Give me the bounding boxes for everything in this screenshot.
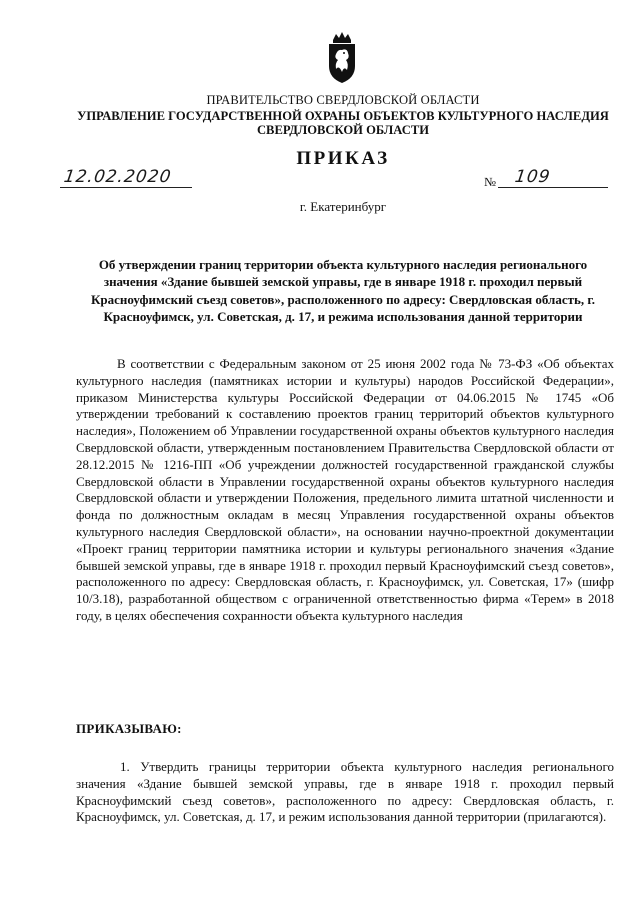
decree-item-1: 1. Утвердить границы территории объекта культурного наследия регионального значения «Здание бывшей земской управы, где в январе 1918 г. проходил первый Красноуфимский съезд советов», расположенного по адресу: Свердловская область, г. Красноуфимск, ул. Советская, д. 17, и режим использования данной территории (прилагаются). [76,759,614,825]
coat-of-arms-icon [322,32,362,84]
department-line-2: СВЕРДЛОВСКОЙ ОБЛАСТИ [256,123,430,137]
government-name: ПРАВИТЕЛЬСТВО СВЕРДЛОВСКОЙ ОБЛАСТИ [206,93,480,107]
department-name [60,109,626,137]
decree-word: ПРИКАЗЫВАЮ: [76,721,182,736]
order-date: 12.02.2020 [62,167,173,187]
city: г. Екатеринбург [299,199,387,214]
document-type: ПРИКАЗ [296,148,390,169]
preamble-paragraph: В соответствии с Федеральным законом от 25 июня 2002 года № 73-ФЗ «Об объектах культурного наследия (памятниках истории и культуры) народов Российской Федерации», приказом Министерства культуры Российской Федерации от 04.06.2015 № 1745 «Об утверждении требований к составлению проектов границ территорий объектов культурного наследия», Положением об Управлении государственной охраны объектов культурного наследия Свердловской области, утвержденным постановлением Правительства Свердловской области от 28.12.2015 № 1216-ПП «Об учреждении должностей государственной гражданской службы Свердловской области в Управлении государственной охраны объектов культурного наследия Свердловской области и утверждении Положения, предельного лимита штатной численности и фонда по должностным окладам в месяц Управления государственной охраны объектов культурного наследия Свердловской области», на основании научно-проектной документации «Проект границ территории памятника истории и культуры регионального значения «Здание бывшей земской управы, где в январе 1918 г. проходил первый Красноуфимский съезд советов», расположенного по адресу: Свердловская область, г. Красноуфимск, ул. Советская, 17» (шифр 10/3.18), разработанной обществом с ограниченной ответственностью фирма «Терем» в 2018 году, в целях обеспечения сохранности объекта культурного наследия [76,356,614,623]
order-subject: Об утверждении границ территории объекта культурного наследия регионального значения «Здание бывшей земской управы, где в январе 1918 г. проходил первый Красноуфимский съезд советов», расположенного по адресу: Свердловская область, г. Красноуфимск, ул. Советская, д. 17, и режима использования данной территории [90,257,596,324]
number-label: № [484,175,497,189]
department-line-1: УПРАВЛЕНИЕ ГОСУДАРСТВЕННОЙ ОХРАНЫ ОБЪЕКТОВ КУЛЬТУРНОГО НАСЛЕДИЯ [77,109,609,123]
order-number: 109 [513,167,552,187]
